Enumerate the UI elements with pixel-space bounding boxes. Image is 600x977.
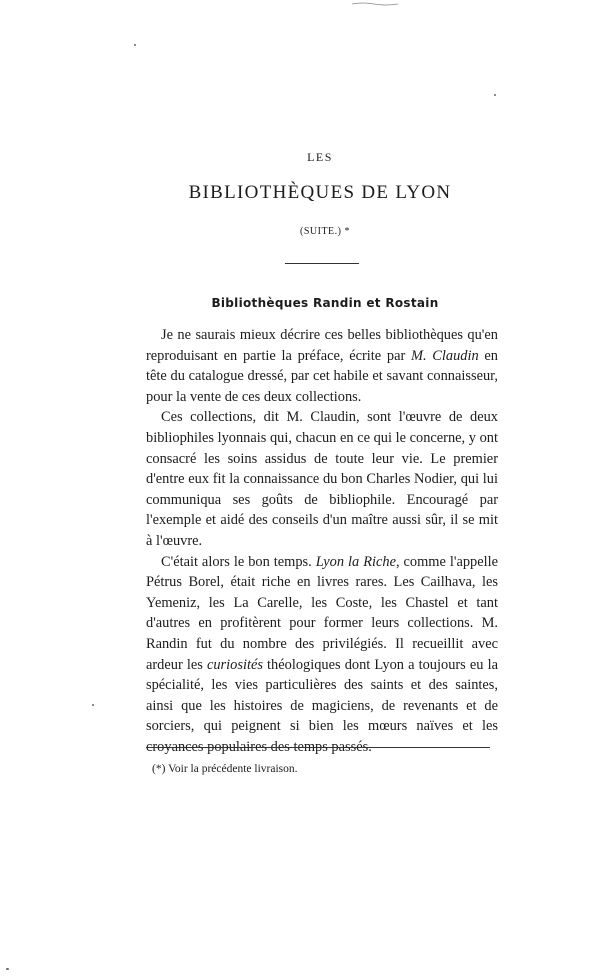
page-title: BIBLIOTHÈQUES DE LYON bbox=[188, 182, 452, 203]
scan-speck bbox=[494, 94, 496, 96]
paragraph-text: Ces collections, dit M. Claudin, sont l'œuvre de deux bibliophiles lyonnais qui, chacun en ce qui le concerne, y ont consacré les soins assidus de toute leur vie. Le premier d'entre eux fit la connaissance du bon Charles Nodier, qui lui communiqua ses goûts de bibliophile. Encouragé par l'exemple et aidé des conseils d'un maître aussi sûr, il se mit à l'œuvre. bbox=[146, 409, 498, 549]
subtitle: (SUITE.) * bbox=[300, 226, 350, 237]
section-heading: Bibliothèques Randin et Rostain bbox=[211, 296, 439, 310]
scan-mark bbox=[350, 2, 400, 6]
paragraph bbox=[146, 407, 498, 551]
paragraph bbox=[146, 325, 498, 407]
italic-text: M. Claudin bbox=[411, 347, 479, 364]
paragraph-text: en tête du catalogue dressé, par cet habile et savant connaisseur, pour la vente de ces deux collections. bbox=[146, 347, 498, 405]
footnote: (*) Voir la précédente livraison. bbox=[152, 763, 298, 775]
scan-speck bbox=[134, 44, 136, 46]
paragraph-text: C'était alors le bon temps. bbox=[161, 553, 316, 570]
paragraph-text: théologiques dont Lyon a toujours eu la spécialité, les vies particulières des saints et des saintes, ainsi que les histoires de magiciens, de revenants et de sorciers, qui peignent si bien les mœurs naïves et les croyances populaires des temps passés. bbox=[146, 656, 498, 755]
paragraph-text: Je ne saurais mieux décrire ces belles bibliothèques qu'en reproduisant en partie la préface, écrite par bbox=[146, 327, 498, 364]
pre-title: LES bbox=[307, 150, 333, 164]
footnote-divider bbox=[146, 747, 490, 748]
paragraph bbox=[146, 552, 498, 758]
title-divider bbox=[285, 263, 359, 264]
scan-speck bbox=[92, 704, 94, 706]
italic-text: Lyon la Riche bbox=[315, 553, 396, 570]
scan-speck bbox=[6, 968, 9, 970]
body-text bbox=[146, 325, 498, 757]
italic-text: curiosités bbox=[206, 656, 263, 673]
paragraph-text: , comme l'appelle Pétrus Borel, était riche en livres rares. Les Cailhava, les Yemeniz, les La Carelle, les Coste, les Chastel et tant d'autres en profitèrent pour former leurs collections. M. Randin fut du nombre des privilégiés. Il recueillit avec ardeur les bbox=[146, 553, 498, 673]
